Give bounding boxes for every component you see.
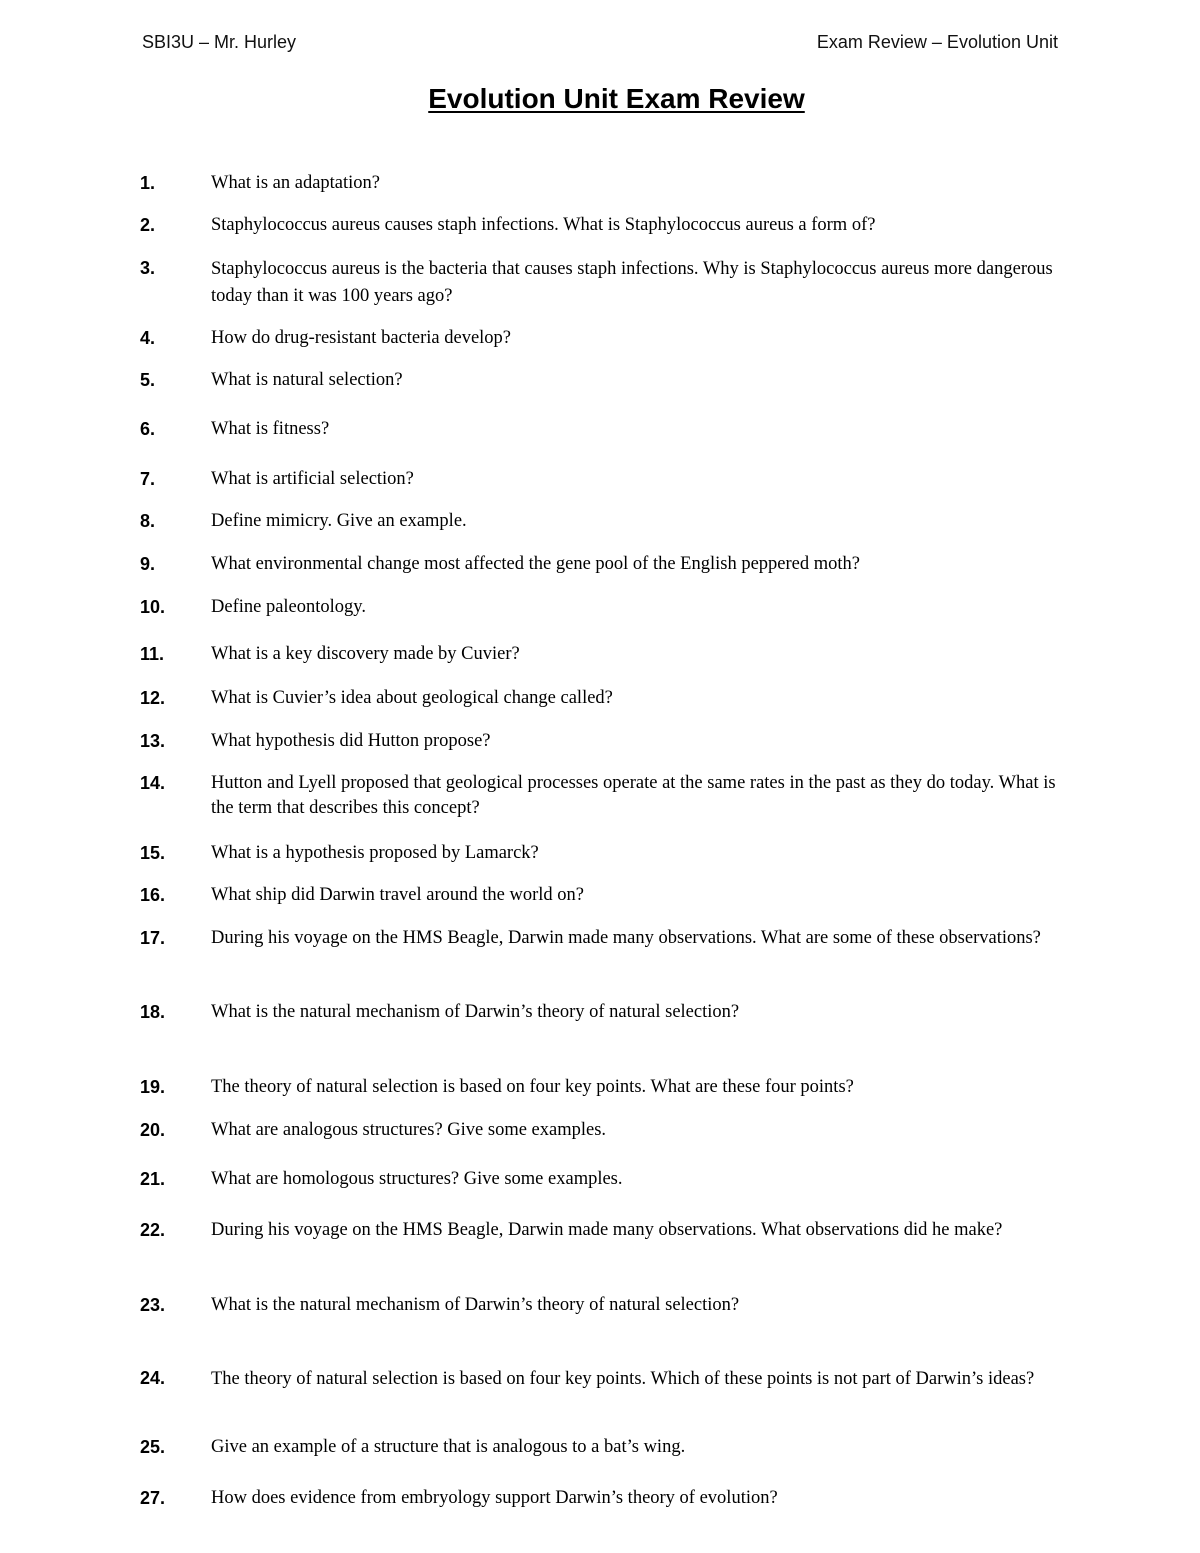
question-text: What ship did Darwin travel around the world on?: [211, 885, 584, 905]
question-text: Staphylococcus aureus causes staph infections. What is Staphylococcus aureus a form of?: [211, 215, 876, 235]
question-text: What is natural selection?: [211, 370, 403, 390]
question-text: Define paleontology.: [211, 597, 366, 617]
question-text: What is a hypothesis proposed by Lamarck?: [211, 843, 539, 863]
question-text: Hutton and Lyell proposed that geological processes operate at the same rates in the past as they do today. What is the term that describes this concept?: [211, 773, 1056, 818]
header-course: SBI3U – Mr. Hurley: [142, 32, 297, 52]
question-text: What is an adaptation?: [211, 173, 381, 193]
question-text: Give an example of a structure that is analogous to a bat’s wing.: [211, 1437, 686, 1457]
question-number: 8.: [140, 511, 156, 531]
question-text: The theory of natural selection is based on four key points. What are these four points?: [211, 1077, 854, 1097]
question-text: What are homologous structures? Give some examples.: [211, 1169, 623, 1189]
question-text: What is the natural mechanism of Darwin’s theory of natural selection?: [211, 1002, 740, 1022]
question-number: 21.: [140, 1169, 166, 1189]
question-number: 10.: [140, 597, 166, 617]
question-number: 1.: [140, 173, 156, 193]
question-number: 5.: [140, 370, 156, 390]
question-number: 11.: [140, 644, 165, 664]
question-number: 20.: [140, 1120, 166, 1140]
question-text: Define mimicry. Give an example.: [211, 511, 467, 531]
question-number: 12.: [140, 688, 166, 708]
question-number: 9.: [140, 554, 156, 574]
question-text: What are analogous structures? Give some examples.: [211, 1120, 607, 1140]
question-text: How does evidence from embryology support Darwin’s theory of evolution?: [211, 1488, 778, 1508]
question-number: 16.: [140, 885, 166, 905]
question-number: 18.: [140, 1002, 166, 1022]
question-number: 7.: [140, 469, 156, 489]
question-number: 13.: [140, 731, 166, 751]
question-text: What is the natural mechanism of Darwin’s theory of natural selection?: [211, 1295, 740, 1315]
question-text: What environmental change most affected the gene pool of the English peppered moth?: [211, 554, 860, 574]
question-text: What is Cuvier’s idea about geological change called?: [211, 688, 613, 708]
question-text: The theory of natural selection is based on four key points. Which of these points is not part of Darwin’s ideas?: [211, 1369, 1035, 1389]
question-text: During his voyage on the HMS Beagle, Darwin made many observations. What observations did he make?: [211, 1220, 1003, 1240]
question-text: What is fitness?: [211, 419, 330, 439]
question-number: 2.: [140, 215, 156, 235]
question-number: 23.: [140, 1295, 166, 1315]
question-text: How do drug-resistant bacteria develop?: [211, 328, 512, 348]
question-number: 27.: [140, 1488, 166, 1508]
question-number: 22.: [140, 1220, 166, 1240]
question-text: What is artificial selection?: [211, 469, 414, 489]
header-unit: Exam Review – Evolution Unit: [816, 32, 1058, 52]
page-title: Evolution Unit Exam Review: [428, 83, 805, 114]
question-number: 25.: [140, 1437, 166, 1457]
question-number: 4.: [140, 328, 156, 348]
question-text: What is a key discovery made by Cuvier?: [211, 644, 520, 664]
question-number: 14.: [140, 773, 166, 793]
question-number: 6.: [140, 419, 156, 439]
question-text: During his voyage on the HMS Beagle, Darwin made many observations. What are some of these observations?: [211, 928, 1041, 948]
question-number: 19.: [140, 1077, 166, 1097]
question-text: Staphylococcus aureus is the bacteria that causes staph infections. Why is Staphylococcus aureus more dangerous today than it was 100 years ago?: [211, 259, 1053, 306]
question-number: 15.: [140, 843, 166, 863]
question-text: What hypothesis did Hutton propose?: [211, 731, 491, 751]
question-number: 3.: [140, 258, 156, 278]
question-number: 17.: [140, 928, 166, 948]
question-number: 24.: [140, 1368, 166, 1388]
